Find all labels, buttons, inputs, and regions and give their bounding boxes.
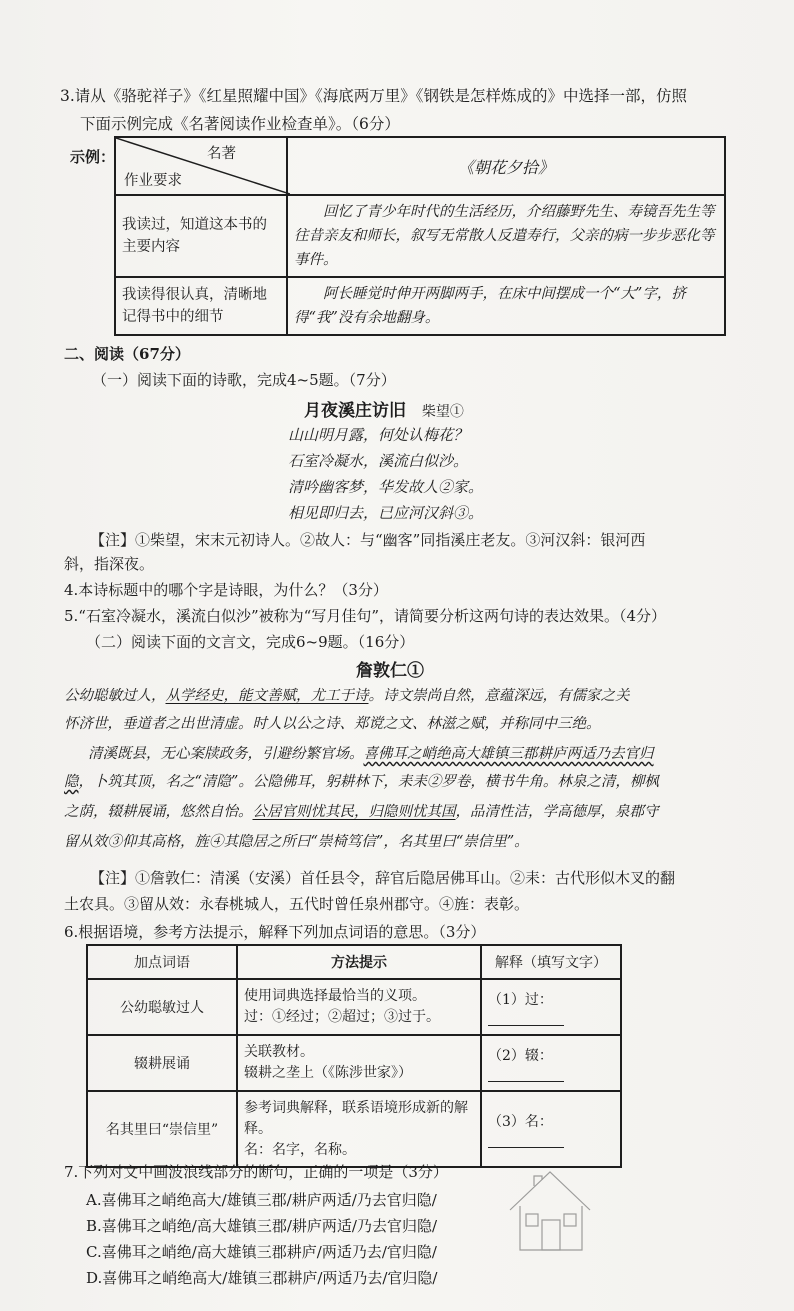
answer-blank[interactable] <box>488 1009 564 1026</box>
answer-blank[interactable] <box>488 1131 564 1148</box>
prose-seg: 之荫，辍耕展诵，悠然自怡。 <box>64 804 253 820</box>
example-label: 示例： <box>70 148 116 166</box>
prose-seg: ，品清性洁，学高德厚，泉郡守 <box>455 804 659 820</box>
homework-check-table <box>114 136 726 336</box>
prose-title: 詹敦仁① <box>356 661 424 681</box>
prose-line-4 <box>64 772 659 792</box>
poem-note: 【注】①柴望，宋末元初诗人。②故人：与“幽客”同指溪庄老友。③河汉斜：银河西 <box>90 531 646 549</box>
prose-line-1 <box>64 686 630 706</box>
row-word: 名其里曰“崇信里” <box>87 1091 237 1167</box>
hint-line: 过：①经过；②超过；③过于。 <box>244 1009 440 1025</box>
diagonal-header-cell <box>115 137 287 195</box>
prose-line-3 <box>88 744 654 764</box>
prose-underlined: 从学经史，能文善赋，尤工于诗 <box>165 688 369 704</box>
prose-note: 【注】①詹敦仁：清溪（安溪）首任县令，辞官后隐居佛耳山。②耒：古代形似木叉的翻 <box>90 869 676 887</box>
row2-answer: 阿长睡觉时伸开两脚两手，在床中间摆成一个“大”字，挤得“我”没有余地翻身。 <box>287 277 725 335</box>
prose-seg: ，卜筑其顶，名之“清隐”。公隐佛耳，躬耕林下，耒耒②罗卷，横书牛角。林泉之清，柳枫 <box>78 774 659 790</box>
prose-seg: 公幼聪敏过人， <box>64 688 166 704</box>
header-requirement: 作业要求 <box>124 173 182 189</box>
row-hint <box>237 1091 481 1167</box>
question-7: 7.下列对文中画波浪线部分的断句，正确的一项是（3分） <box>64 1163 448 1181</box>
header-book: 名著 <box>207 146 236 162</box>
hint-line: 名：名字，名称。 <box>244 1141 356 1158</box>
row2-requirement: 我读得很认真，清晰地记得书中的细节 <box>115 277 287 335</box>
prose-wavy: 隐 <box>64 774 79 790</box>
subsection-1: （一）阅读下面的诗歌，完成4~5题。（7分） <box>92 371 396 389</box>
question-5: 5.“石室冷凝水，溪流白似沙”被称为“写月佳句”，请简要分析这两句诗的表达效果。（4分） <box>64 607 667 625</box>
row1-answer: 回忆了青少年时代的生活经历，介绍藤野先生、寿镜吾先生等往昔亲友和师长，叙写无常散人反遣寿行，父亲的病一步步恶化等事件。 <box>287 195 725 277</box>
prose-line-6: 留从效③仰其高格，旌④其隐居之所曰“崇椅笃信”，名其里曰“崇信里”。 <box>64 834 529 850</box>
prose-note-cont: 土农具。③留从效：永春桃城人，五代时曾任泉州郡守。④旌：表彰。 <box>64 895 530 913</box>
poem-title <box>304 396 464 421</box>
option-c[interactable]: C.喜佛耳之峭绝/高大雄镇三郡耕庐/两适乃去/官归隐/ <box>86 1243 437 1261</box>
col-hint: 方法提示 <box>237 945 481 979</box>
answer-label: （2）辍： <box>488 1047 553 1064</box>
question-6: 6.根据语境，参考方法提示，解释下列加点词语的意思。（3分） <box>64 923 486 941</box>
row-answer <box>481 1035 621 1091</box>
row-answer <box>481 979 621 1035</box>
prose-line-5 <box>64 802 659 822</box>
hint-line: 辍耕之垄上（《陈涉世家》） <box>244 1065 412 1081</box>
question-4: 4.本诗标题中的哪个字是诗眼，为什么？（3分） <box>64 581 388 599</box>
option-b[interactable]: B.喜佛耳之峭绝/高大雄镇三郡/耕庐两适/乃去官归隐/ <box>86 1217 438 1235</box>
house-doodle <box>490 1150 620 1260</box>
row-hint <box>237 1035 481 1091</box>
section-heading: 二、阅读（67分） <box>64 345 190 363</box>
subsection-2: （二）阅读下面的文言文，完成6~9题。（16分） <box>86 633 415 651</box>
col-word: 加点词语 <box>87 945 237 979</box>
poem-author: 柴望① <box>421 404 464 420</box>
hint-line: 使用词典选择最恰当的义项。 <box>244 988 426 1004</box>
poem-line-1: 山山明月露，何处认梅花？ <box>288 426 469 444</box>
col-answer: 解释（填写文字） <box>481 945 621 979</box>
answer-blank[interactable] <box>488 1065 564 1082</box>
row-word: 公幼聪敏过人 <box>87 979 237 1035</box>
answer-label: （1）过： <box>488 991 553 1008</box>
word-explain-table <box>86 944 622 1168</box>
prose-line-2: 怀济世，垂道者之出世清虚。时人以公之诗、郑谠之文、林滋之赋，并称同中三绝。 <box>64 716 601 732</box>
poem-note-cont: 斜，指深夜。 <box>64 555 155 573</box>
prose-seg: 。诗文崇尚自然，意蕴深远，有儒家之关 <box>368 688 630 704</box>
row1-requirement: 我读过，知道这本书的主要内容 <box>115 195 287 277</box>
prose-underlined: 公居官则忧其民，归隐则忧其国 <box>252 804 456 820</box>
answer-label: （3）名： <box>488 1113 553 1130</box>
option-d[interactable]: D.喜佛耳之峭绝高大/雄镇三郡耕庐/两适乃去/官归隐/ <box>86 1269 438 1287</box>
hint-line: 参考词典解释，联系语境形成新的解释。 <box>244 1099 468 1137</box>
q3-line1: 3.请从《骆驼祥子》《红星照耀中国》《海底两万里》《钢铁是怎样炼成的》中选择一部，仿照 <box>60 87 688 105</box>
option-a[interactable]: A.喜佛耳之峭绝高大/雄镇三郡/耕庐两适/乃去官归隐/ <box>86 1191 437 1209</box>
book-title-cell: 《朝花夕拾》 <box>287 137 725 195</box>
poem-line-2: 石室冷凝水，溪流白似沙。 <box>288 452 469 470</box>
prose-seg: 清溪既县，无心案牍政务，引避纷繁官场。 <box>88 746 364 762</box>
q3-line2: 下面示例完成《名著阅读作业检查单》。（6分） <box>80 115 400 133</box>
prose-wavy: 喜佛耳之峭绝高大雄镇三郡耕庐两适乃去官归 <box>363 746 654 762</box>
row-hint <box>237 979 481 1035</box>
poem-line-4: 相见即归去，已应河汉斜③。 <box>288 504 484 522</box>
row-word: 辍耕展诵 <box>87 1035 237 1091</box>
poem-line-3: 清吟幽客梦，华发故人②家。 <box>288 478 484 496</box>
poem-title-text: 月夜溪庄访旧 <box>304 401 406 421</box>
hint-line: 关联教材。 <box>244 1044 314 1060</box>
